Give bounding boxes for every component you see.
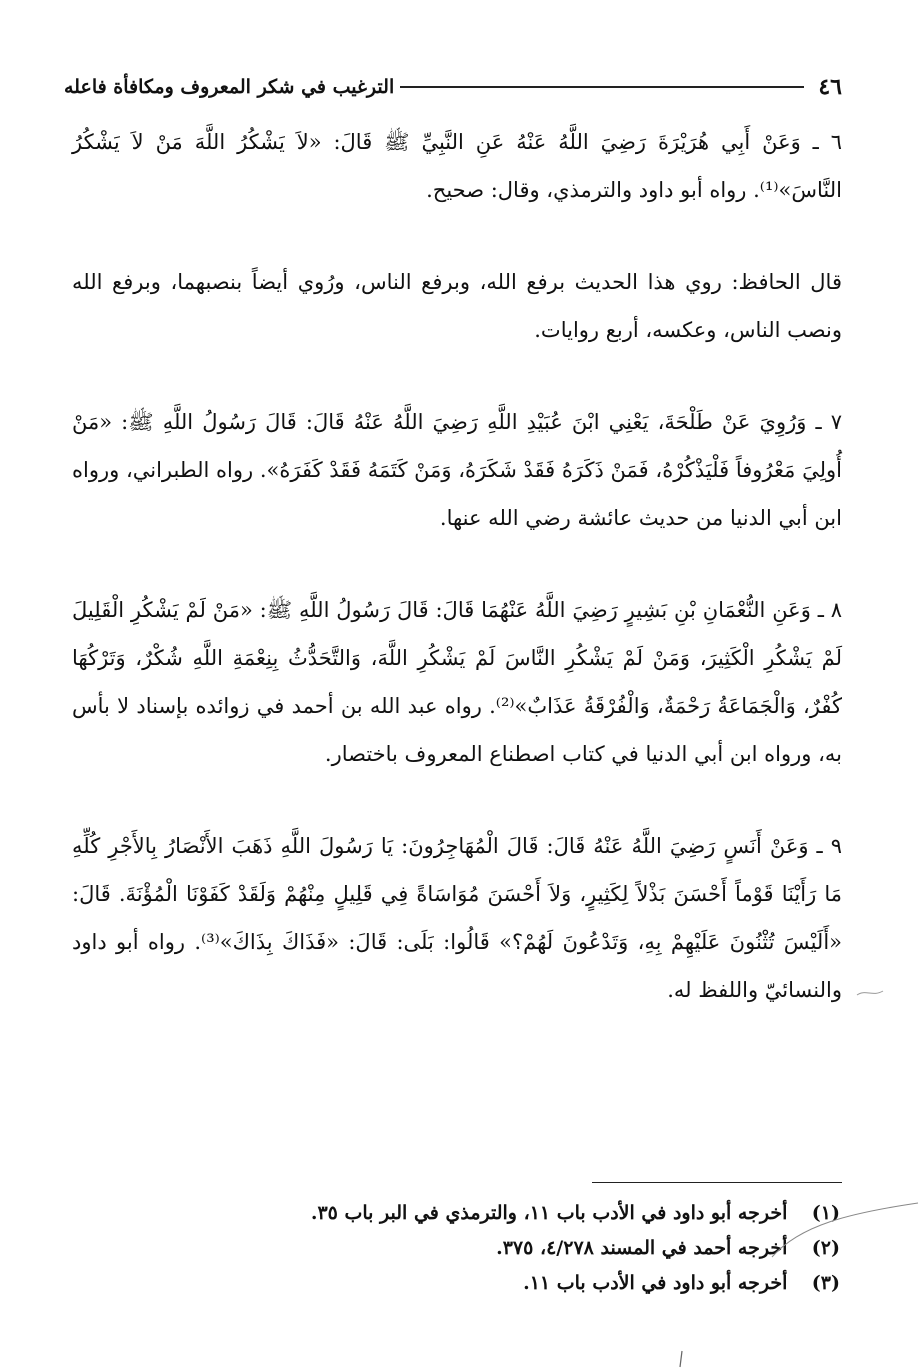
pencil-mark-margin [855, 985, 885, 999]
hafiz-note-paragraph: قال الحافظ: روي هذا الحديث برفع الله، وبرفع الناس، ورُوي أيضاً بنصبهما، وبرفع الله ونصب الناس، وعكسه، أربع روايات. [72, 270, 842, 342]
footnote-number: (٣) [811, 1272, 840, 1294]
page-number: ٤٦ [818, 74, 842, 100]
footnote-number: (١) [811, 1202, 840, 1224]
hadith-7-paragraph: ٧ ـ وَرُوِيَ عَنْ طَلْحَةَ، يَعْنِي ابْنَ عُبَيْدِ اللَّهِ رَضِيَ اللَّهُ عَنْهُ قَالَ: قَالَ رَسُولُ اللَّهِ ﷺ: «مَنْ أُولِيَ مَعْرُوفاً فَلْيَذْكُرْهُ، فَمَنْ ذَكَرَهُ فَقَدْ شَكَرَهُ، وَمَنْ كَتَمَهُ فَقَدْ كَفَرَهُ». رواه الطبراني، ورواه ابن أبي الدنيا من حديث عائشة رضي الله عنها. [72, 410, 842, 530]
hadith-8-paragraph: ٨ ـ وَعَنِ النُّعْمَانِ بْنِ بَشِيرٍ رَضِيَ اللَّهُ عَنْهُمَا قَالَ: قَالَ رَسُولُ اللَّهِ ﷺ: «مَنْ لَمْ يَشْكُرِ الْقَلِيلَ لَمْ يَشْكُرِ الْكَثِيرَ، وَمَنْ لَمْ يَشْكُرِ النَّاسَ لَمْ يَشْكُرِ اللَّهَ، وَالتَّحَدُّثُ بِنِعْمَةِ اللَّهِ شُكْرٌ، وَتَرْكُهَا كُفْرٌ، وَالْجَمَاعَةُ رَحْمَةٌ، وَالْفُرْقَةُ عَذَابٌ»⁽²⁾. رواه عبد الله بن أحمد في زوائده بإسناد لا بأس به، ورواه ابن أبي الدنيا في كتاب اصطناع المعروف باختصار. [72, 598, 842, 766]
footnote-separator [592, 1182, 842, 1183]
footnote-text: أخرجه أحمد في المسند ٤/٢٧٨، ٣٧٥. [496, 1237, 788, 1259]
header-rule [400, 86, 804, 88]
body-text [72, 118, 842, 1014]
footnote-text: أخرجه أبو داود في الأدب باب ١١، والترمذي في البر باب ٣٥. [310, 1202, 788, 1224]
footnote-1 [160, 1196, 840, 1231]
footnotes [160, 1196, 840, 1301]
footnote-3 [160, 1266, 840, 1301]
page-header [64, 70, 842, 104]
hadith-6-paragraph: ٦ ـ وَعَنْ أَبِي هُرَيْرَةَ رَضِيَ اللَّهُ عَنْهُ عَنِ النَّبِيِّ ﷺ قَالَ: «لاَ يَشْكُرُ اللَّهَ مَنْ لاَ يَشْكُرُ النَّاسَ»⁽¹⁾. رواه أبو داود والترمذي، وقال: صحيح. [72, 130, 842, 202]
footnote-text: أخرجه أبو داود في الأدب باب ١١. [523, 1272, 788, 1294]
footnote-2 [160, 1231, 840, 1266]
footnote-number: (٢) [811, 1237, 840, 1259]
running-title: الترغيب في شكر المعروف ومكافأة فاعله [64, 76, 395, 98]
pencil-mark-bottom [676, 1350, 686, 1368]
hadith-9-paragraph: ٩ ـ وَعَنْ أَنَسٍ رَضِيَ اللَّهُ عَنْهُ قَالَ: قَالَ الْمُهَاجِرُونَ: يَا رَسُولَ اللَّهِ ذَهَبَ الأَنْصَارُ بِالأَجْرِ كُلِّهِ مَا رَأَيْنَا قَوْماً أَحْسَنَ بَذْلاً لِكَثِيرٍ، وَلاَ أَحْسَنَ مُوَاسَاةً فِي قَلِيلٍ مِنْهُمْ وَلَقَدْ كَفَوْنَا الْمُؤْنَةَ. قَالَ: «أَلَيْسَ تُثْنُونَ عَلَيْهِمْ بِهِ، وَتَدْعُونَ لَهُمْ؟» قَالُوا: بَلَى: قَالَ: «فَذَاكَ بِذَاكَ»⁽³⁾. رواه أبو داود والنسائيّ واللفظ له. [72, 834, 842, 1002]
